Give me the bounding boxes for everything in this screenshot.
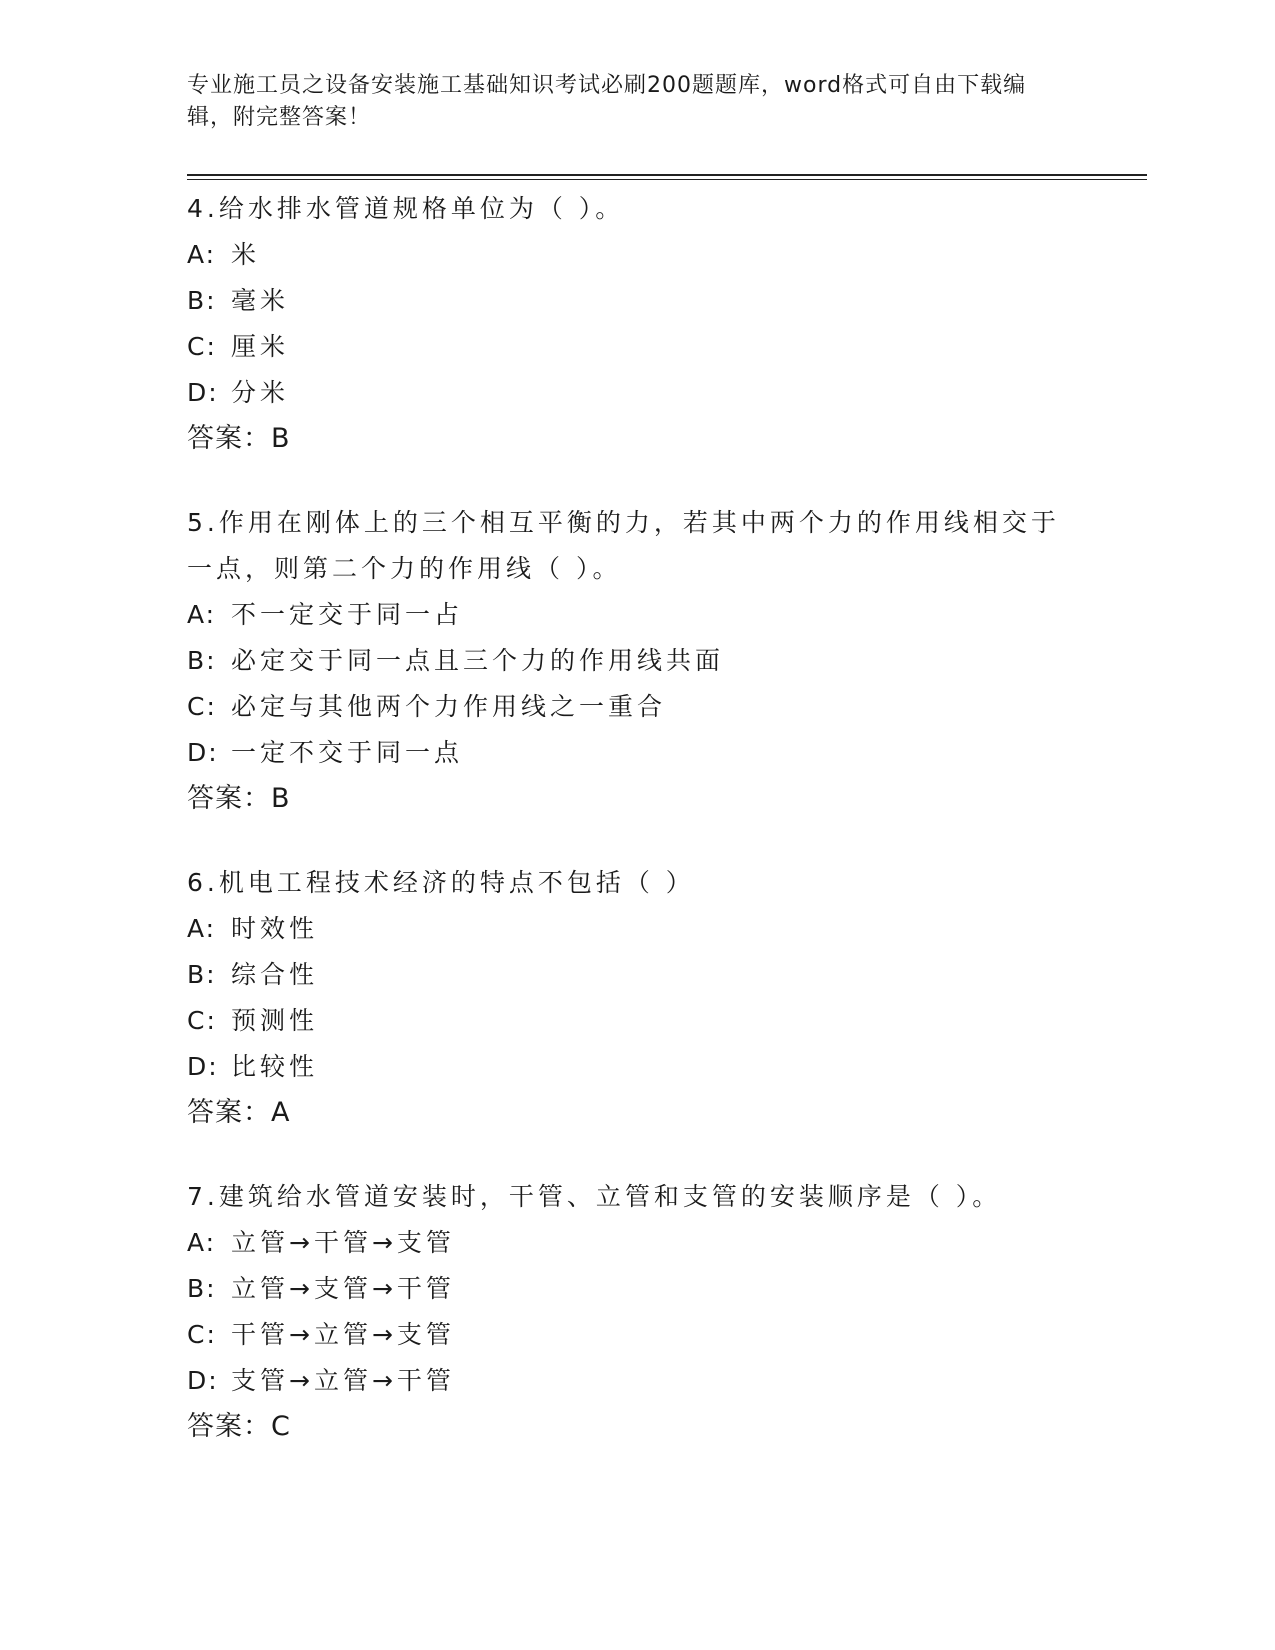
option-c xyxy=(187,998,1147,1044)
option-letter: A: xyxy=(187,600,217,629)
option-text: 时效性 xyxy=(231,914,319,943)
option-text: 米 xyxy=(231,240,261,269)
option-c xyxy=(187,684,1147,730)
option-letter: B: xyxy=(187,1274,217,1303)
option-letter: C: xyxy=(187,332,217,361)
option-text: 立管→干管→支管 xyxy=(231,1228,455,1257)
document-page xyxy=(187,70,1147,1488)
option-c xyxy=(187,324,1147,370)
option-d xyxy=(187,1358,1147,1404)
answer-line xyxy=(187,776,1147,822)
question-stem: 5.作用在刚体上的三个相互平衡的力，若其中两个力的作用线相交于一点，则第二个力的作用线（ ）。 xyxy=(187,508,1060,583)
question-7 xyxy=(187,1174,1147,1450)
option-letter: D: xyxy=(187,378,219,407)
question-6 xyxy=(187,860,1147,1136)
answer-label: 答案： xyxy=(187,1097,271,1128)
option-a xyxy=(187,232,1147,278)
option-letter: D: xyxy=(187,738,219,767)
answer-value: B xyxy=(271,783,291,814)
answer-label: 答案： xyxy=(187,783,271,814)
question-5 xyxy=(187,500,1147,822)
answer-line xyxy=(187,1090,1147,1136)
option-text: 必定交于同一点且三个力的作用线共面 xyxy=(231,646,725,675)
option-d xyxy=(187,370,1147,416)
option-text: 厘米 xyxy=(231,332,290,361)
option-c xyxy=(187,1312,1147,1358)
option-b xyxy=(187,1266,1147,1312)
option-letter: C: xyxy=(187,1320,217,1349)
answer-value: C xyxy=(271,1411,291,1442)
option-text: 毫米 xyxy=(231,286,290,315)
option-letter: D: xyxy=(187,1366,219,1395)
option-b xyxy=(187,952,1147,998)
option-letter: B: xyxy=(187,646,217,675)
option-letter: A: xyxy=(187,1228,217,1257)
option-text: 综合性 xyxy=(231,960,319,989)
option-text: 一定不交于同一点 xyxy=(231,738,464,767)
answer-value: A xyxy=(271,1097,291,1128)
option-letter: C: xyxy=(187,692,217,721)
question-list xyxy=(187,186,1147,1450)
document-header: 专业施工员之设备安装施工基础知识考试必刷200题题库，word格式可自由下载编辑，附完整答案！ xyxy=(187,73,1027,130)
option-text: 干管→立管→支管 xyxy=(231,1320,455,1349)
option-letter: C: xyxy=(187,1006,217,1035)
option-b xyxy=(187,638,1147,684)
option-letter: B: xyxy=(187,960,217,989)
option-letter: B: xyxy=(187,286,217,315)
option-a xyxy=(187,906,1147,952)
answer-label: 答案： xyxy=(187,1411,271,1442)
question-stem: 4.给水排水管道规格单位为（ ）。 xyxy=(187,194,625,223)
option-d xyxy=(187,730,1147,776)
question-4 xyxy=(187,186,1147,462)
option-b xyxy=(187,278,1147,324)
option-text: 分米 xyxy=(231,378,290,407)
option-text: 不一定交于同一占 xyxy=(231,600,464,629)
option-text: 立管→支管→干管 xyxy=(231,1274,455,1303)
option-text: 比较性 xyxy=(231,1052,319,1081)
option-a xyxy=(187,1220,1147,1266)
option-letter: A: xyxy=(187,240,217,269)
option-d xyxy=(187,1044,1147,1090)
question-stem: 6.机电工程技术经济的特点不包括（ ） xyxy=(187,868,695,897)
option-letter: A: xyxy=(187,914,217,943)
question-stem: 7.建筑给水管道安装时，干管、立管和支管的安装顺序是（ ）。 xyxy=(187,1182,1002,1211)
option-text: 预测性 xyxy=(231,1006,319,1035)
answer-line xyxy=(187,1404,1147,1450)
option-text: 必定与其他两个力作用线之一重合 xyxy=(231,692,667,721)
option-letter: D: xyxy=(187,1052,219,1081)
option-text: 支管→立管→干管 xyxy=(231,1366,455,1395)
option-a xyxy=(187,592,1147,638)
answer-line xyxy=(187,416,1147,462)
header-divider xyxy=(187,174,1147,180)
answer-value: B xyxy=(271,423,291,454)
answer-label: 答案： xyxy=(187,423,271,454)
